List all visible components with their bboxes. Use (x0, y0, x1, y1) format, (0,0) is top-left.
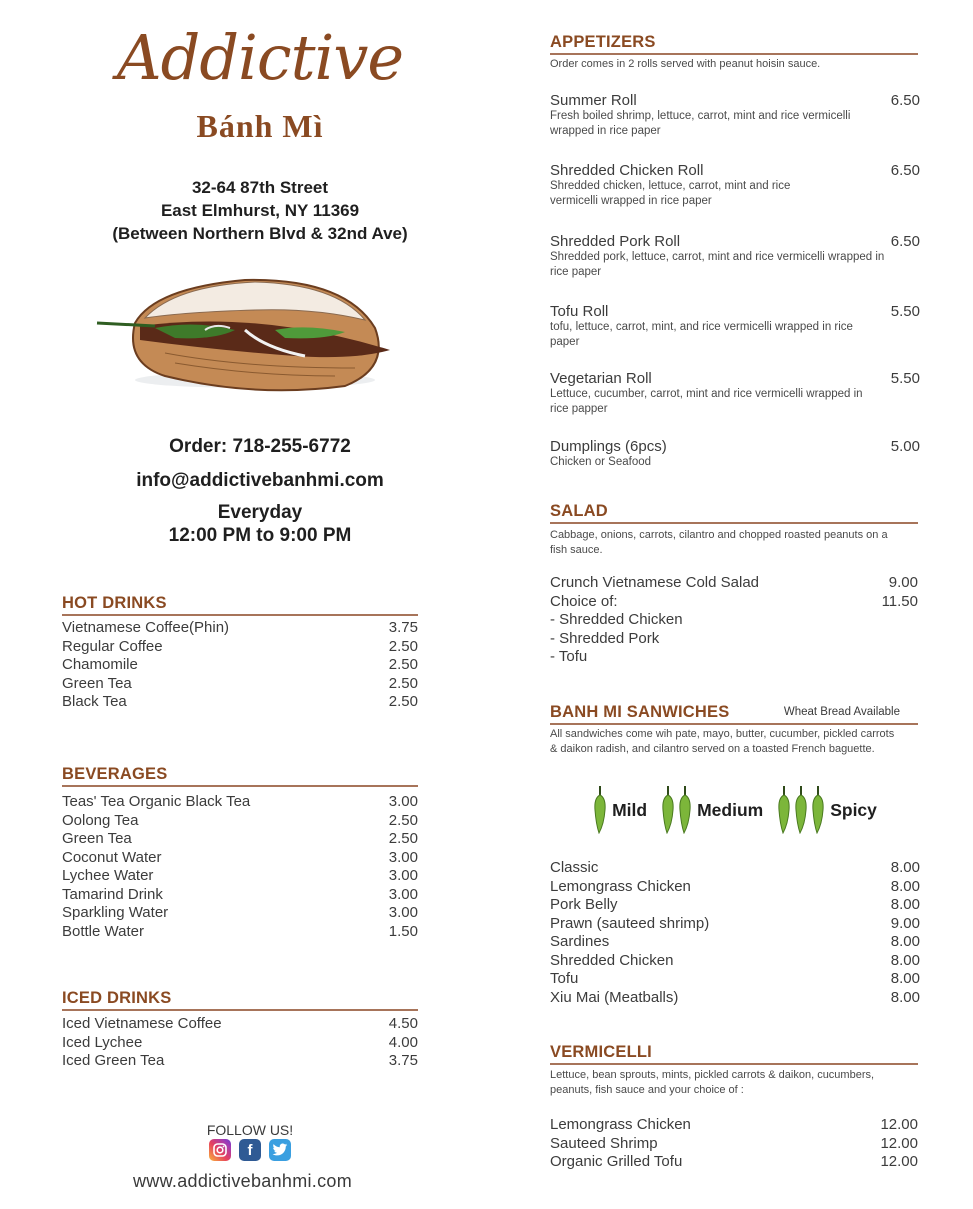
item-description: Shredded chicken, lettuce, carrot, mint and rice vermicelli wrapped in rice paper (550, 180, 791, 207)
section-title: SALAD (550, 502, 918, 524)
spice-level-medium: Medium (661, 786, 763, 834)
menu-item: Sardines 8.00 (550, 933, 920, 950)
section-note: Order comes in 2 rolls served with peanut hoisin sauce. (550, 58, 821, 70)
menu-item: Chamomile 2.50 (62, 656, 418, 673)
section-title: VERMICELLI (550, 1043, 918, 1065)
section-banh-mi (550, 703, 918, 757)
menu-item (550, 162, 920, 209)
item-list (62, 1015, 418, 1071)
section-note: Lettuce, bean sprouts, mints, pickled carrots & daikon, cucumbers, peanuts, fish sauce and your choice of : (550, 1069, 875, 1096)
section-title: HOT DRINKS (62, 594, 418, 616)
menu-item (550, 438, 920, 470)
section-beverages (62, 765, 418, 941)
wheat-bread-note: Wheat Bread Available (783, 706, 900, 718)
spice-level-spicy: Spicy (777, 786, 877, 834)
item-description: Chicken or Seafood (550, 456, 652, 468)
section-appetizers (550, 33, 918, 72)
menu-item: Vietnamese Coffee(Phin) 3.75 (62, 619, 418, 636)
menu-item: Iced Lychee 4.00 (62, 1033, 418, 1051)
menu-item: Coconut Water 3.00 (62, 848, 418, 866)
menu-item: Xiu Mai (Meatballs) 8.00 (550, 988, 920, 1006)
item-description: Fresh boiled shrimp, lettuce, carrot, mint and rice vermicelli wrapped in rice paper (550, 110, 851, 137)
item-description: Shredded pork, lettuce, carrot, mint and rice vermicelli wrapped in rice paper (550, 251, 885, 278)
menu-item: Regular Coffee 2.50 (62, 637, 418, 655)
logo-subtitle: Bánh Mì (196, 108, 324, 144)
item-name: Tofu Roll (550, 303, 609, 320)
menu-option: - Tofu (550, 648, 588, 665)
menu-item: Tofu 8.00 (550, 970, 920, 987)
item-name: Vegetarian Roll (550, 370, 652, 387)
spice-legend (560, 786, 910, 834)
section-iced-drinks (62, 989, 418, 1071)
menu-item: Classic 8.00 (550, 859, 920, 876)
menu-item: Green Tea 2.50 (62, 830, 418, 847)
menu-item: Crunch Vietnamese Cold Salad 9.00 (550, 574, 918, 591)
item-list (550, 1116, 918, 1172)
facebook-icon[interactable]: f (239, 1139, 261, 1161)
section-title: APPETIZERS (550, 33, 918, 55)
twitter-icon[interactable] (269, 1139, 291, 1161)
menu-item: Black Tea 2.50 (62, 693, 418, 710)
instagram-icon[interactable] (209, 1139, 231, 1161)
banh-mi-sandwich-illustration (95, 268, 395, 398)
section-title: BANH MI SANWICHES Wheat Bread Available (550, 703, 918, 725)
item-description: Lettuce, cucumber, carrot, mint and rice vermicelli wrapped in rice papper (550, 388, 863, 415)
address-line-1: 32-64 87th Street (191, 178, 329, 197)
chili-pepper-icon (811, 786, 825, 834)
address-line-2: East Elmhurst, NY 11369 (160, 201, 360, 220)
section-title: ICED DRINKS (62, 989, 418, 1011)
menu-item: Choice of: 11.50 (550, 592, 918, 610)
menu-item: Tamarind Drink 3.00 (62, 885, 418, 903)
logo-script: Addictive (116, 21, 404, 94)
website-link[interactable]: www.addictivebanhmi.com (133, 1171, 352, 1191)
menu-option: - Shredded Pork (550, 629, 660, 647)
menu-item: Lemongrass Chicken 12.00 (550, 1116, 918, 1133)
menu-item: Teas' Tea Organic Black Tea 3.00 (62, 793, 418, 810)
banh-mi-item-list (550, 859, 920, 1007)
chili-pepper-icon (678, 786, 692, 834)
item-list (62, 619, 418, 712)
menu-item: Lemongrass Chicken 8.00 (550, 877, 920, 895)
section-vermicelli (550, 1043, 918, 1172)
item-list (62, 793, 418, 941)
section-salad (550, 502, 918, 667)
menu-item: Iced Vietnamese Coffee 4.50 (62, 1015, 418, 1032)
menu-item: Organic Grilled Tofu 12.00 (550, 1153, 918, 1170)
menu-item (550, 303, 920, 350)
item-price: 5.50 (890, 370, 920, 387)
social-links (150, 1139, 350, 1161)
menu-item (550, 233, 920, 280)
item-description: tofu, lettuce, carrot, mint, and rice vermicelli wrapped in rice paper (550, 321, 853, 348)
chili-pepper-icon (777, 786, 791, 834)
item-name: Shredded Pork Roll (550, 233, 681, 250)
item-name: Summer Roll (550, 92, 637, 109)
item-name: Dumplings (6pcs) (550, 438, 667, 455)
item-price: 6.50 (890, 233, 920, 250)
menu-item: Sauteed Shrimp 12.00 (550, 1134, 918, 1152)
menu-item (550, 370, 920, 417)
item-price: 5.50 (890, 303, 920, 320)
section-hot-drinks (62, 594, 418, 712)
menu-item: Bottle Water 1.50 (62, 922, 418, 940)
item-price: 6.50 (890, 162, 920, 179)
section-note: Cabbage, onions, carrots, cilantro and chopped roasted peanuts on a fish sauce. (550, 529, 888, 556)
menu-item: Oolong Tea 2.50 (62, 811, 418, 829)
spice-level-mild: Mild (593, 786, 647, 834)
hours-time: 12:00 PM to 9:00 PM (168, 525, 352, 546)
menu-item: Shredded Chicken 8.00 (550, 951, 920, 969)
menu-item (550, 92, 920, 139)
item-name: Shredded Chicken Roll (550, 162, 704, 179)
section-title: BEVERAGES (62, 765, 418, 787)
contact-email[interactable]: info@addictivebanhmi.com (136, 470, 384, 491)
item-price: 5.00 (890, 438, 920, 455)
address-line-3: (Between Northern Blvd & 32nd Ave) (112, 224, 408, 243)
menu-item: Lychee Water 3.00 (62, 867, 418, 884)
chili-pepper-icon (661, 786, 675, 834)
menu-item: Sparkling Water 3.00 (62, 904, 418, 921)
menu-item: Green Tea 2.50 (62, 674, 418, 692)
menu-option: - Shredded Chicken (550, 611, 683, 628)
menu-item: Prawn (sauteed shrimp) 9.00 (550, 914, 920, 932)
chili-pepper-icon (593, 786, 607, 834)
menu-item: Pork Belly 8.00 (550, 896, 920, 913)
menu-item: Iced Green Tea 3.75 (62, 1052, 418, 1069)
follow-us-label: FOLLOW US! (206, 1122, 294, 1138)
hours-days: Everyday (217, 502, 303, 523)
item-price: 6.50 (890, 92, 920, 109)
order-phone[interactable]: Order: 718-255-6772 (169, 436, 351, 457)
section-note: All sandwiches come wih pate, mayo, butter, cucumber, pickled carrots & daikon radish, and cilantro served on a toasted French baguette. (550, 728, 895, 755)
chili-pepper-icon (794, 786, 808, 834)
item-list (550, 574, 918, 667)
